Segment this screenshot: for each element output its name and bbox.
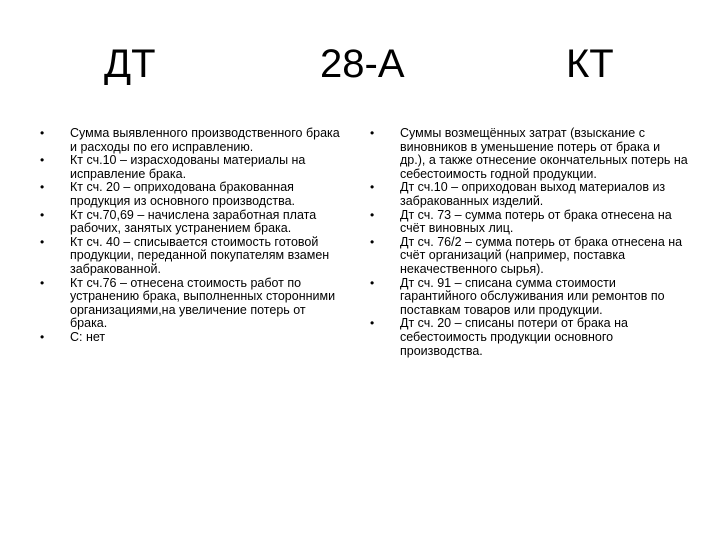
- list-item-text: Кт сч.76 – отнесена стоимость работ по устранению брака, выполненных сторонними организациями,на увеличение потерь от брака.: [70, 275, 336, 331]
- list-item: [370, 277, 688, 318]
- list-item: [40, 154, 340, 181]
- list-item: [40, 209, 340, 236]
- bullet-icon: •: [40, 207, 45, 222]
- credit-list: [370, 127, 688, 358]
- bullet-icon: •: [370, 275, 375, 290]
- credit-heading: КТ: [566, 42, 614, 86]
- list-item: [40, 277, 340, 331]
- bullet-icon: •: [40, 153, 45, 168]
- list-item: [40, 127, 340, 154]
- bullet-icon: •: [40, 329, 45, 344]
- bullet-icon: •: [40, 275, 45, 290]
- list-item-text: Кт сч.70,69 – начислена заработная плата рабочих, занятых устранением брака.: [70, 207, 317, 236]
- list-item-text: Дт сч. 73 – сумма потерь от брака отнесена на счёт виновных лиц.: [400, 207, 672, 236]
- list-item-text: Дт сч. 91 – списана сумма стоимости гарантийного обслуживания или ремонтов по поставкам товаров или продукции.: [400, 275, 665, 317]
- bullet-icon: •: [40, 180, 45, 195]
- list-item: [370, 236, 688, 277]
- bullet-icon: •: [370, 316, 375, 331]
- bullet-icon: •: [40, 126, 45, 140]
- list-item-text: С: нет: [70, 329, 106, 344]
- debit-heading: ДТ: [104, 42, 156, 86]
- list-item-text: Дт сч. 20 – списаны потери от брака на себестоимость продукции основного производства.: [400, 316, 628, 358]
- list-item: [370, 317, 688, 358]
- list-item: [370, 181, 688, 208]
- list-item-text: Суммы возмещённых затрат (взыскание с виновников в уменьшение потерь от брака и др.), а также отнесение окончательных потерь на себестоимость годной продукции.: [400, 126, 688, 181]
- bullet-icon: •: [370, 180, 375, 195]
- list-item-text: Кт сч. 40 – списывается стоимость готовой продукции, переданной покупателям взамен забракованной.: [70, 234, 330, 276]
- bullet-icon: •: [370, 126, 375, 140]
- list-item-text: Дт сч.10 – оприходован выход материалов из забракованных изделий.: [400, 180, 666, 208]
- bullet-icon: •: [370, 207, 375, 222]
- list-item: [40, 331, 340, 345]
- account-heading: 28-А: [320, 42, 405, 86]
- list-item: [40, 236, 340, 277]
- list-item-text: Сумма выявленного производственного брака и расходы по его исправлению.: [70, 126, 340, 154]
- list-item: [370, 127, 688, 181]
- debit-list: [40, 127, 340, 345]
- list-item-text: Кт сч.10 – израсходованы материалы на исправление брака.: [70, 153, 306, 181]
- bullet-icon: •: [370, 234, 375, 249]
- list-item-text: Дт сч. 76/2 – сумма потерь от брака отнесена на счёт организаций (например, поставка некачественного сырья).: [400, 234, 683, 276]
- list-item: [40, 181, 340, 208]
- list-item: [370, 209, 688, 236]
- bullet-icon: •: [40, 234, 45, 249]
- list-item-text: Кт сч. 20 – оприходована бракованная продукция из основного производства.: [70, 180, 295, 208]
